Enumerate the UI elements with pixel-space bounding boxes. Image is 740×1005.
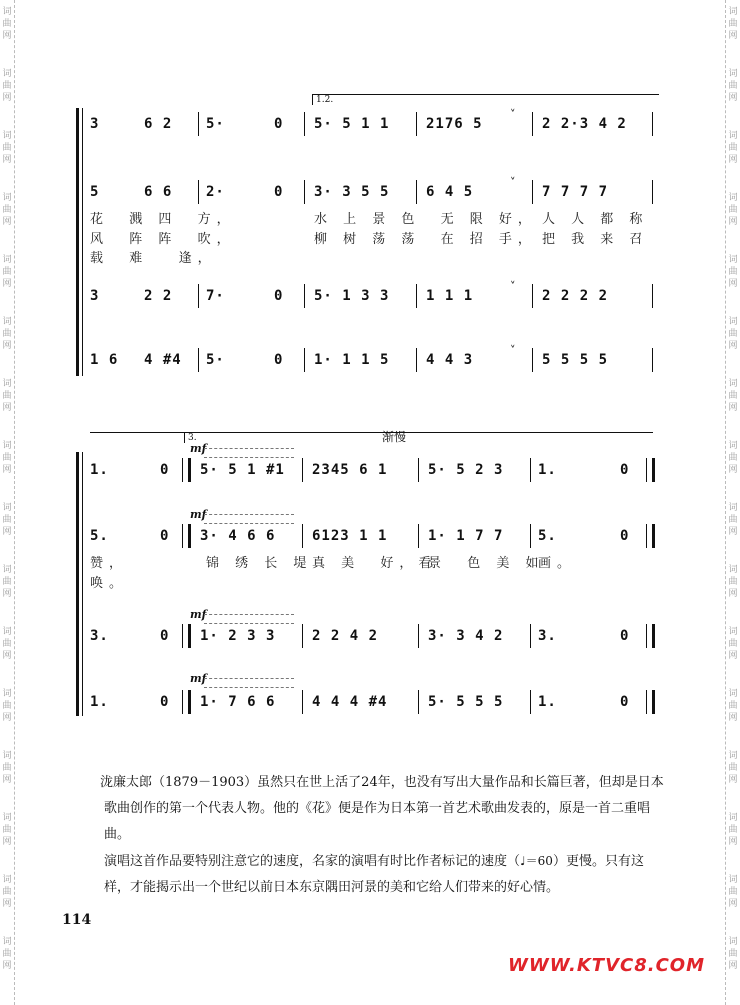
lyric: 景 色 美 如 <box>428 556 545 571</box>
note-group: 5· <box>206 352 225 368</box>
note-group: 7· <box>206 288 225 304</box>
watermark-glyph: 词 曲 网 <box>728 627 738 661</box>
watermark-glyph: 词 曲 网 <box>728 751 738 785</box>
watermark-glyph: 词 曲 网 <box>2 503 12 537</box>
body-paragraph-2 <box>104 848 664 901</box>
watermark-glyph: 词 曲 网 <box>2 813 12 847</box>
breath-mark: ˅ <box>510 176 516 189</box>
watermark-glyph: 词 曲 网 <box>2 379 12 413</box>
watermark-glyph: 词 曲 网 <box>728 875 738 909</box>
rest: 0 <box>620 628 630 644</box>
watermark-glyph: 词 曲 网 <box>2 875 12 909</box>
note-group: 2 2·3 4 2 <box>542 116 627 132</box>
barline <box>302 690 303 714</box>
watermark-glyph: 词 曲 网 <box>2 255 12 289</box>
watermark-glyph: 词 曲 网 <box>728 131 738 165</box>
paragraph-2-text-before: 演唱这首作品要特别注意它的速度，名家的演唱有时比作者标记的速度（ <box>104 854 521 869</box>
barline <box>198 180 199 204</box>
rest: 0 <box>160 462 170 478</box>
barline <box>302 458 303 482</box>
note-group: 1· 1 1 5 <box>314 352 390 368</box>
note-group: 5 5 5 5 <box>542 352 609 368</box>
barline <box>304 112 305 136</box>
barline <box>418 690 419 714</box>
voice-part-4 <box>76 694 658 718</box>
final-barline <box>646 624 655 648</box>
watermark-glyph: 词 曲 网 <box>728 503 738 537</box>
lyric: 水 上 景 色 无 限 好， <box>314 212 537 227</box>
note-group: 6 6 <box>144 184 173 200</box>
barline <box>418 524 419 548</box>
barline <box>416 180 417 204</box>
note-group: 6 4 5 <box>426 184 474 200</box>
volta-label: 1.2. <box>316 95 334 105</box>
note-group: 7 7 7 7 <box>542 184 609 200</box>
crescendo-hairpin <box>204 678 294 688</box>
watermark-glyph: 词 曲 网 <box>728 193 738 227</box>
volta-bracket <box>184 432 653 443</box>
barline <box>302 524 303 548</box>
note-group: 3. <box>538 628 557 644</box>
barline <box>652 348 653 372</box>
lyric: 画。 <box>538 556 577 571</box>
barline <box>652 284 653 308</box>
note-group: 6 2 <box>144 116 173 132</box>
note-group: 1· 7 6 6 <box>200 694 276 710</box>
breath-mark: ˅ <box>510 280 516 293</box>
final-barline <box>646 524 655 548</box>
crescendo-hairpin <box>204 514 294 524</box>
rest: 0 <box>274 288 284 304</box>
rest: 0 <box>160 694 170 710</box>
barline <box>304 284 305 308</box>
note-group: 2 2 <box>144 288 173 304</box>
barline <box>416 348 417 372</box>
note-group: 3 <box>90 288 100 304</box>
watermark-glyph: 词 曲 网 <box>2 7 12 41</box>
barline <box>304 348 305 372</box>
final-barline <box>646 458 655 482</box>
score-system-1 <box>76 90 658 390</box>
note-group: 2345 6 1 <box>312 462 388 478</box>
note-group: 5· <box>206 116 225 132</box>
volta-bracket <box>312 94 659 105</box>
lyric: 真 美 好，看 <box>312 556 438 571</box>
note-group: 5. <box>90 528 109 544</box>
rest: 0 <box>620 528 630 544</box>
barline <box>530 524 531 548</box>
lyric: 载 难 逢， <box>90 251 217 266</box>
note-group: 5· 5 1 #1 <box>200 462 285 478</box>
note-group: 1 6 <box>90 352 119 368</box>
site-logo: WWW.KTVC8.COM <box>508 955 705 976</box>
watermark-glyph: 词 曲 网 <box>728 255 738 289</box>
note-group: 1. <box>90 694 109 710</box>
lyric: 风 阵 阵 吹， <box>90 232 236 247</box>
barline <box>302 624 303 648</box>
watermark-glyph: 词 曲 网 <box>2 627 12 661</box>
rest: 0 <box>620 694 630 710</box>
note-group: 5. <box>538 528 557 544</box>
system-top-line <box>90 432 190 433</box>
rest: 0 <box>274 184 284 200</box>
note-group: 1 1 1 <box>426 288 474 304</box>
barline <box>532 348 533 372</box>
barline <box>198 348 199 372</box>
note-group: 3· 3 5 5 <box>314 184 390 200</box>
note-group: 2 2 2 2 <box>542 288 609 304</box>
voice-part-1 <box>76 462 658 486</box>
barline <box>532 180 533 204</box>
system-bracket-thin <box>82 108 83 376</box>
breath-mark: ˅ <box>510 108 516 121</box>
watermark-glyph: 词 曲 网 <box>728 565 738 599</box>
lyric: 锦 绣 长 堤 <box>206 556 313 571</box>
note-group: 3. <box>90 628 109 644</box>
watermark-glyph: 词 曲 网 <box>728 813 738 847</box>
breath-mark: ˅ <box>510 344 516 357</box>
barline <box>652 180 653 204</box>
watermark-glyph: 词 曲 网 <box>728 689 738 723</box>
lyric: 柳 树 荡 荡 在 招 手， <box>314 232 537 247</box>
watermark-glyph: 词 曲 网 <box>2 69 12 103</box>
final-barline <box>646 690 655 714</box>
crescendo-hairpin <box>204 448 294 458</box>
volta-label: 3. <box>188 433 197 443</box>
note-group: 3· 4 6 6 <box>200 528 276 544</box>
barline <box>530 690 531 714</box>
lyric: 唤。 <box>90 576 129 591</box>
watermark-glyph: 词 曲 网 <box>728 441 738 475</box>
note-group: 4 4 3 <box>426 352 474 368</box>
dynamic-mark: mf <box>190 442 207 455</box>
rest: 0 <box>160 628 170 644</box>
voice-part-2 <box>76 528 658 552</box>
voice-part-2 <box>76 176 658 208</box>
rest: 0 <box>274 116 284 132</box>
repeat-barline <box>182 458 191 482</box>
note-group: 5· 5 5 5 <box>428 694 504 710</box>
barline <box>532 284 533 308</box>
tempo-mark: 渐慢 <box>382 430 407 444</box>
lyric: 赞， <box>90 556 129 571</box>
barline <box>532 112 533 136</box>
note-group: 4 4 4 #4 <box>312 694 388 710</box>
page-number: 114 <box>62 912 92 928</box>
watermark-glyph: 词 曲 网 <box>2 317 12 351</box>
crescendo-hairpin <box>204 614 294 624</box>
barline <box>198 112 199 136</box>
barline <box>418 458 419 482</box>
note-group: 3· 3 4 2 <box>428 628 504 644</box>
note-group: 2· <box>206 184 225 200</box>
watermark-glyph: 词 曲 网 <box>2 689 12 723</box>
note-group: 1. <box>538 462 557 478</box>
system-bracket <box>76 452 79 716</box>
note-group: 5 <box>90 184 100 200</box>
repeat-barline <box>182 524 191 548</box>
rest: 0 <box>160 528 170 544</box>
body-paragraph-1: 泷廉太郎（1879－1903）虽然只在世上活了24年，也没有写出大量作品和长篇巨著，但却是日本歌曲创作的第一个代表人物。他的《花》便是作为日本第一首艺术歌曲发表的，原是一首二重唱曲。 <box>100 775 664 842</box>
voice-part-3 <box>76 280 658 312</box>
rest: 0 <box>620 462 630 478</box>
dynamic-mark: mf <box>190 608 207 621</box>
note-group: 1· 2 3 3 <box>200 628 276 644</box>
barline <box>418 624 419 648</box>
note-group: 2 2 4 2 <box>312 628 379 644</box>
barline <box>304 180 305 204</box>
voice-part-3 <box>76 628 658 652</box>
barline <box>416 112 417 136</box>
watermark-glyph: 词 曲 网 <box>728 317 738 351</box>
voice-part-1 <box>76 108 658 140</box>
voice-part-4 <box>76 344 658 376</box>
watermark-glyph: 词 曲 网 <box>728 937 738 971</box>
lyric: 人 人 都 称 <box>542 212 649 227</box>
watermark-glyph: 词 曲 网 <box>2 937 12 971</box>
dynamic-mark: mf <box>190 508 207 521</box>
watermark-glyph: 词 曲 网 <box>728 7 738 41</box>
note-group: 6123 1 1 <box>312 528 388 544</box>
tempo-marking: ♩＝60 <box>520 854 553 868</box>
note-group: 1. <box>90 462 109 478</box>
repeat-barline <box>182 690 191 714</box>
lyric: 把 我 来 召 <box>542 232 649 247</box>
note-group: 2176 5 <box>426 116 483 132</box>
note-group: 4 #4 <box>144 352 182 368</box>
note-group: 1. <box>538 694 557 710</box>
barline <box>198 284 199 308</box>
watermark-glyph: 词 曲 网 <box>2 751 12 785</box>
system-bracket <box>76 108 79 376</box>
note-group: 5· 5 1 1 <box>314 116 390 132</box>
barline <box>416 284 417 308</box>
watermark-glyph: 词 曲 网 <box>2 131 12 165</box>
barline <box>530 458 531 482</box>
note-group: 5· 1 3 3 <box>314 288 390 304</box>
system-bracket-thin <box>82 452 83 716</box>
note-group: 5· 5 2 3 <box>428 462 504 478</box>
barline <box>530 624 531 648</box>
repeat-barline <box>182 624 191 648</box>
score-system-2 <box>76 428 658 728</box>
lyric: 花 溅 四 方， <box>90 212 236 227</box>
watermark-glyph: 词 曲 网 <box>2 441 12 475</box>
watermark-glyph: 词 曲 网 <box>728 69 738 103</box>
note-group: 3 <box>90 116 100 132</box>
watermark-glyph: 词 曲 网 <box>728 379 738 413</box>
watermark-glyph: 词 曲 网 <box>2 193 12 227</box>
watermark-glyph: 词 曲 网 <box>2 565 12 599</box>
paragraph-2-text-after: ）更慢。只有这样，才能揭示出一个世纪以前日本东京隅田河景的美和它给人们带来的好心情。 <box>104 854 644 895</box>
dynamic-mark: mf <box>190 672 207 685</box>
note-group: 1· 1 7 7 <box>428 528 504 544</box>
barline <box>652 112 653 136</box>
rest: 0 <box>274 352 284 368</box>
